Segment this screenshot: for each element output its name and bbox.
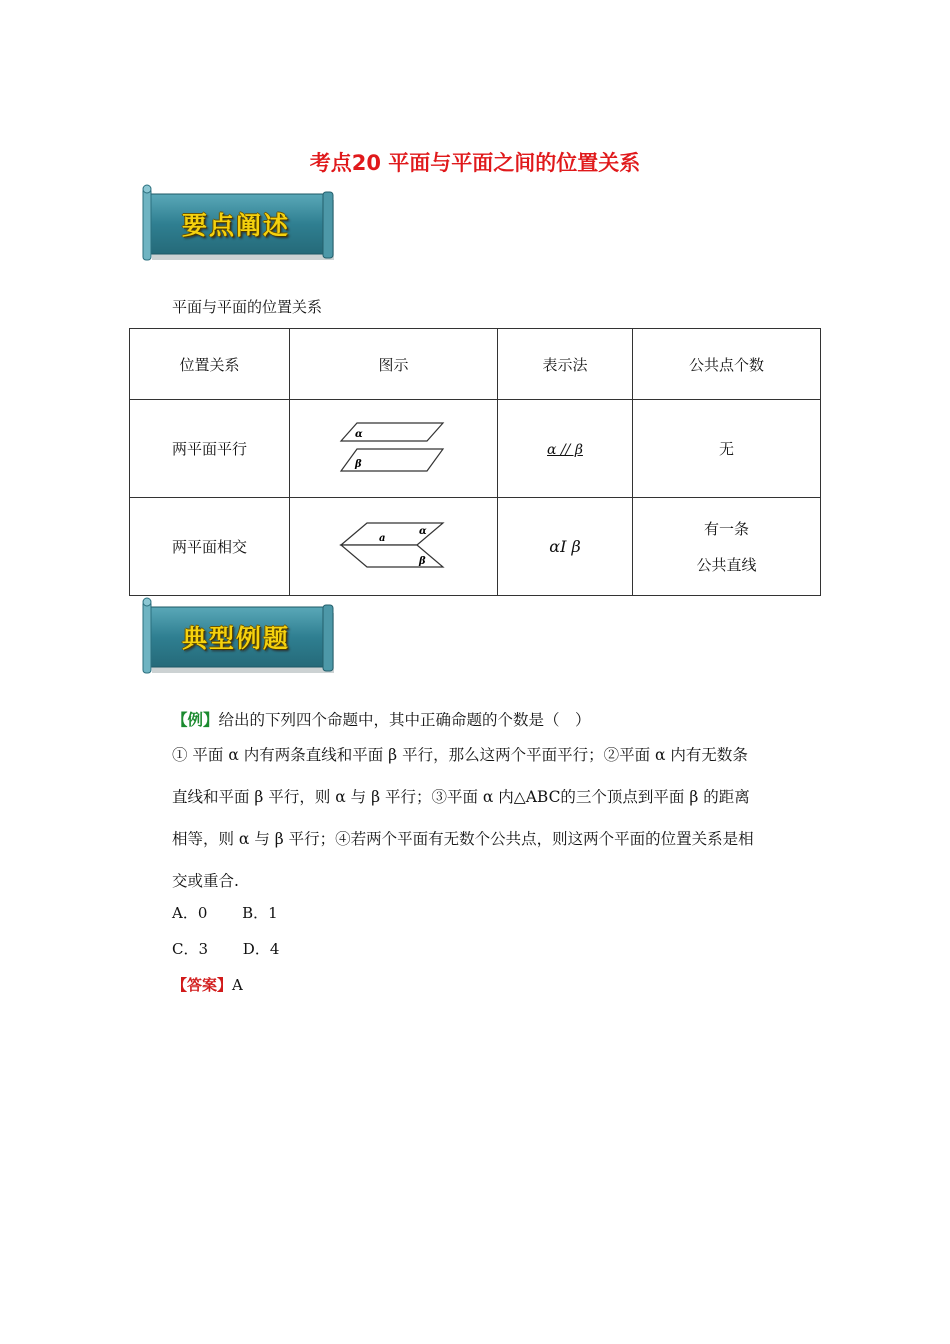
common-points-line2: 公共直线 <box>696 555 757 574</box>
header-notation: 表示法 <box>498 329 633 400</box>
key-points-banner-label: 要点阐述 <box>181 211 290 240</box>
parallel-planes-diagram <box>290 400 498 498</box>
options-row-1: A．0 B．1 <box>172 904 278 922</box>
statement-line: 交或重合. <box>172 872 239 890</box>
alpha-label: α <box>354 428 363 440</box>
alpha-label: α <box>418 525 427 537</box>
options-row-2: C．3 D．4 <box>172 940 280 958</box>
statement-line: ① 平面 α 内有两条直线和平面 β 平行，那么这两个平面平行；②平面 α 内有无数条 <box>172 746 748 764</box>
common-points-line1: 有一条 <box>703 519 749 538</box>
intersecting-planes-icon <box>339 517 449 573</box>
typical-examples-banner <box>140 597 340 679</box>
intersecting-planes-diagram <box>290 498 498 596</box>
example-question-text: 给出的下列四个命题中，其中正确命题的个数是（ ） <box>218 711 591 729</box>
answer-value: A <box>232 976 243 994</box>
table-row <box>130 400 821 498</box>
beta-label: β <box>418 555 426 567</box>
notation-intersect-text: αI β <box>549 537 581 556</box>
parallel-planes-icon <box>339 417 449 477</box>
typical-examples-banner-label: 典型例题 <box>181 624 290 653</box>
example-tag: 【例】 <box>172 711 219 729</box>
page-title: 考点20 平面与平面之间的位置关系 <box>309 151 641 175</box>
relation-intersect: 两平面相交 <box>130 498 290 596</box>
notation-intersect <box>498 498 633 596</box>
header-relation: 位置关系 <box>130 329 290 400</box>
notation-parallel <box>498 400 633 498</box>
table-row <box>130 498 821 596</box>
table-header-row <box>130 329 821 400</box>
plane-relations-table <box>129 328 821 596</box>
relation-parallel: 两平面平行 <box>130 400 290 498</box>
header-diagram: 图示 <box>290 329 498 400</box>
table-caption: 平面与平面的位置关系 <box>172 298 323 316</box>
beta-label: β <box>354 458 362 470</box>
key-points-banner <box>140 184 340 266</box>
statement-line: 相等，则 α 与 β 平行；④若两个平面有无数个公共点，则这两个平面的位置关系是相 <box>172 830 754 848</box>
line-a-label: a <box>378 532 385 544</box>
common-points-intersect <box>633 498 821 596</box>
common-points-parallel: 无 <box>633 400 821 498</box>
statement-line: 直线和平面 β 平行，则 α 与 β 平行；③平面 α 内△ABC的三个顶点到平面 β 的距离 <box>172 788 750 806</box>
header-common-points: 公共点个数 <box>633 329 821 400</box>
notation-parallel-text: α // β <box>547 441 583 458</box>
answer-line <box>172 974 243 995</box>
example-statements <box>172 734 812 902</box>
answer-tag: 【答案】 <box>172 976 233 994</box>
